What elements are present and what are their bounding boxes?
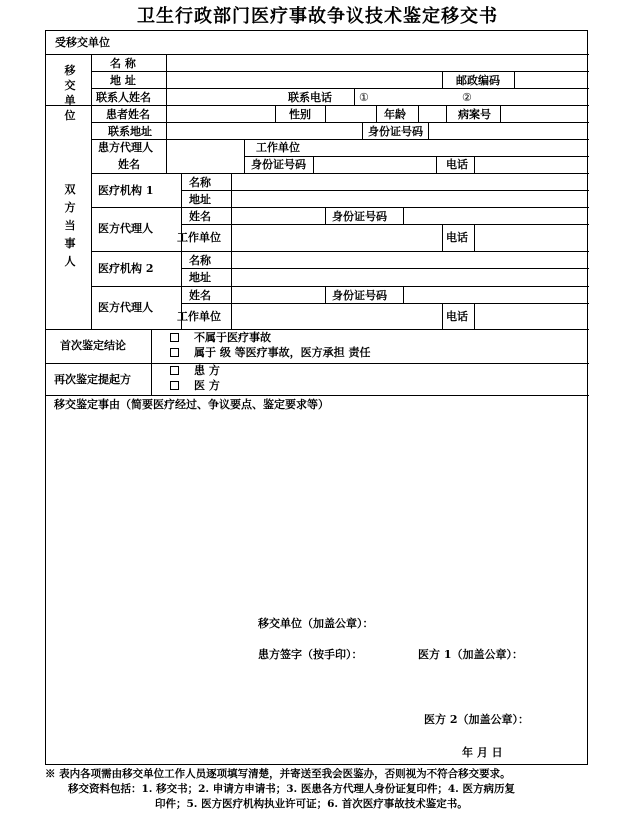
- col-divider: [474, 303, 475, 329]
- medical-agent-1-id-label: 身份证号码: [332, 210, 387, 223]
- row-divider: [46, 54, 589, 55]
- party-patient-checkbox[interactable]: [170, 366, 179, 375]
- col-divider: [166, 105, 167, 173]
- col-divider: [151, 329, 152, 395]
- sender-unit-label: 移交单位: [64, 64, 76, 122]
- sign-sender-label: 移交单位（加盖公章）：: [258, 617, 374, 630]
- col-divider: [231, 173, 232, 329]
- col-divider: [376, 105, 377, 122]
- contact-person-label: 联系人姓名: [96, 91, 151, 104]
- col-divider: [418, 105, 419, 122]
- sign-medical-1-label: 医方 1（加盖公章）：: [418, 648, 523, 661]
- medical-agent-2-label: 医方代理人: [98, 301, 153, 314]
- footnote-line-3: 印件；5. 医方医疗机构执业许可证；6. 首次医疗事故技术鉴定书。: [155, 798, 468, 810]
- hospital-2-label: 医疗机构 2: [98, 262, 154, 275]
- reappraisal-by-label: 再次鉴定提起方: [54, 373, 131, 386]
- reason-text-area[interactable]: [47, 413, 587, 613]
- col-divider: [446, 105, 447, 122]
- col-divider: [442, 224, 443, 251]
- sender-address-label: 地 址: [110, 74, 136, 87]
- col-divider: [474, 156, 475, 173]
- patient-agent-work-unit-label: 工作单位: [256, 141, 300, 154]
- sender-name-label: 名 称: [110, 57, 136, 70]
- party-medical-checkbox[interactable]: [170, 381, 179, 390]
- col-divider: [442, 303, 443, 329]
- col-divider: [442, 71, 443, 88]
- col-divider: [325, 207, 326, 224]
- party-medical-label: 医 方: [194, 379, 220, 392]
- row-divider: [91, 207, 589, 208]
- sign-medical-2-label: 医方 2（加盖公章）：: [424, 713, 529, 726]
- col-divider: [403, 286, 404, 303]
- col-divider: [325, 286, 326, 303]
- col-divider: [244, 139, 245, 173]
- age-label: 年龄: [384, 108, 406, 121]
- conclusion-opt1-label: 不属于医疗事故: [194, 331, 271, 344]
- row-divider: [46, 363, 589, 364]
- row-divider: [181, 190, 589, 191]
- row-divider: [181, 224, 589, 225]
- row-divider: [46, 329, 589, 330]
- patient-agent-phone-label: 电话: [446, 158, 468, 171]
- row-divider: [91, 173, 589, 174]
- phone-1-label: ①: [359, 91, 369, 104]
- col-divider: [181, 173, 182, 329]
- col-divider: [436, 156, 437, 173]
- col-divider: [91, 105, 92, 329]
- sign-patient-label: 患方签字（按手印）：: [258, 648, 363, 661]
- col-divider: [325, 105, 326, 122]
- hospital-1-label: 医疗机构 1: [98, 184, 154, 197]
- col-divider: [362, 122, 363, 139]
- col-divider: [354, 88, 355, 105]
- col-divider: [514, 71, 515, 88]
- row-divider: [181, 268, 589, 269]
- form-table: [45, 30, 588, 765]
- col-divider: [474, 224, 475, 251]
- col-divider: [91, 54, 92, 105]
- case-no-label: 病案号: [458, 108, 491, 121]
- postcode-label: 邮政编码: [456, 74, 500, 87]
- transfer-unit-label: 受移交单位: [55, 36, 110, 49]
- medical-agent-1-phone-label: 电话: [446, 231, 468, 244]
- row-divider: [91, 286, 589, 287]
- hospital-2-address-label: 地址: [189, 271, 211, 284]
- col-divider: [500, 105, 501, 122]
- document-title: 卫生行政部门医疗事故争议技术鉴定移交书: [137, 6, 498, 27]
- contact-phone-label: 联系电话: [288, 91, 332, 104]
- gender-label: 性别: [289, 108, 311, 121]
- conclusion-opt1-checkbox[interactable]: [170, 333, 179, 342]
- patient-name-label: 患者姓名: [106, 108, 150, 121]
- hospital-1-name-label: 名称: [189, 176, 211, 189]
- phone-2-label: ②: [462, 91, 472, 104]
- contact-address-label: 联系地址: [108, 125, 152, 138]
- party-patient-label: 患 方: [194, 364, 220, 377]
- medical-agent-1-work-unit-label: 工作单位: [177, 231, 221, 244]
- col-divider: [313, 156, 314, 173]
- medical-agent-2-work-unit-label: 工作单位: [177, 310, 221, 323]
- medical-agent-2-phone-label: 电话: [446, 310, 468, 323]
- id-no-label: 身份证号码: [368, 125, 423, 138]
- parties-label: 双方当事人: [64, 183, 76, 268]
- hospital-2-name-label: 名称: [189, 254, 211, 267]
- conclusion-opt2-label: 属于 级 等医疗事故，医方承担 责任: [194, 346, 371, 359]
- row-divider: [91, 251, 589, 252]
- medical-agent-1-label: 医方代理人: [98, 222, 153, 235]
- patient-agent-name-label: 姓名: [118, 158, 140, 171]
- col-divider: [428, 122, 429, 139]
- footnote-line-1: ※ 表内各项需由移交单位工作人员逐项填写清楚，并寄送至我会医鉴办，否则视为不符合移交要求。: [45, 768, 511, 780]
- col-divider: [403, 207, 404, 224]
- medical-agent-2-name-label: 姓名: [189, 289, 211, 302]
- patient-agent-id-label: 身份证号码: [251, 158, 306, 171]
- row-divider: [244, 156, 589, 157]
- footnote-line-2: 移交资料包括：1. 移交书；2. 申请方申请书；3. 医患各方代理人身份证复印件；4. 医方病历复: [68, 783, 515, 795]
- conclusion-opt2-checkbox[interactable]: [170, 348, 179, 357]
- row-divider: [46, 105, 589, 106]
- reason-label: 移交鉴定事由（简要医疗经过、争议要点、鉴定要求等）: [54, 398, 329, 411]
- medical-agent-2-id-label: 身份证号码: [332, 289, 387, 302]
- first-conclusion-label: 首次鉴定结论: [60, 339, 126, 352]
- patient-agent-label: 患方代理人: [98, 141, 153, 154]
- row-divider: [181, 303, 589, 304]
- col-divider: [275, 105, 276, 122]
- date-label: 年 月 日: [462, 746, 503, 759]
- medical-agent-1-name-label: 姓名: [189, 210, 211, 223]
- hospital-1-address-label: 地址: [189, 193, 211, 206]
- row-divider: [46, 395, 589, 396]
